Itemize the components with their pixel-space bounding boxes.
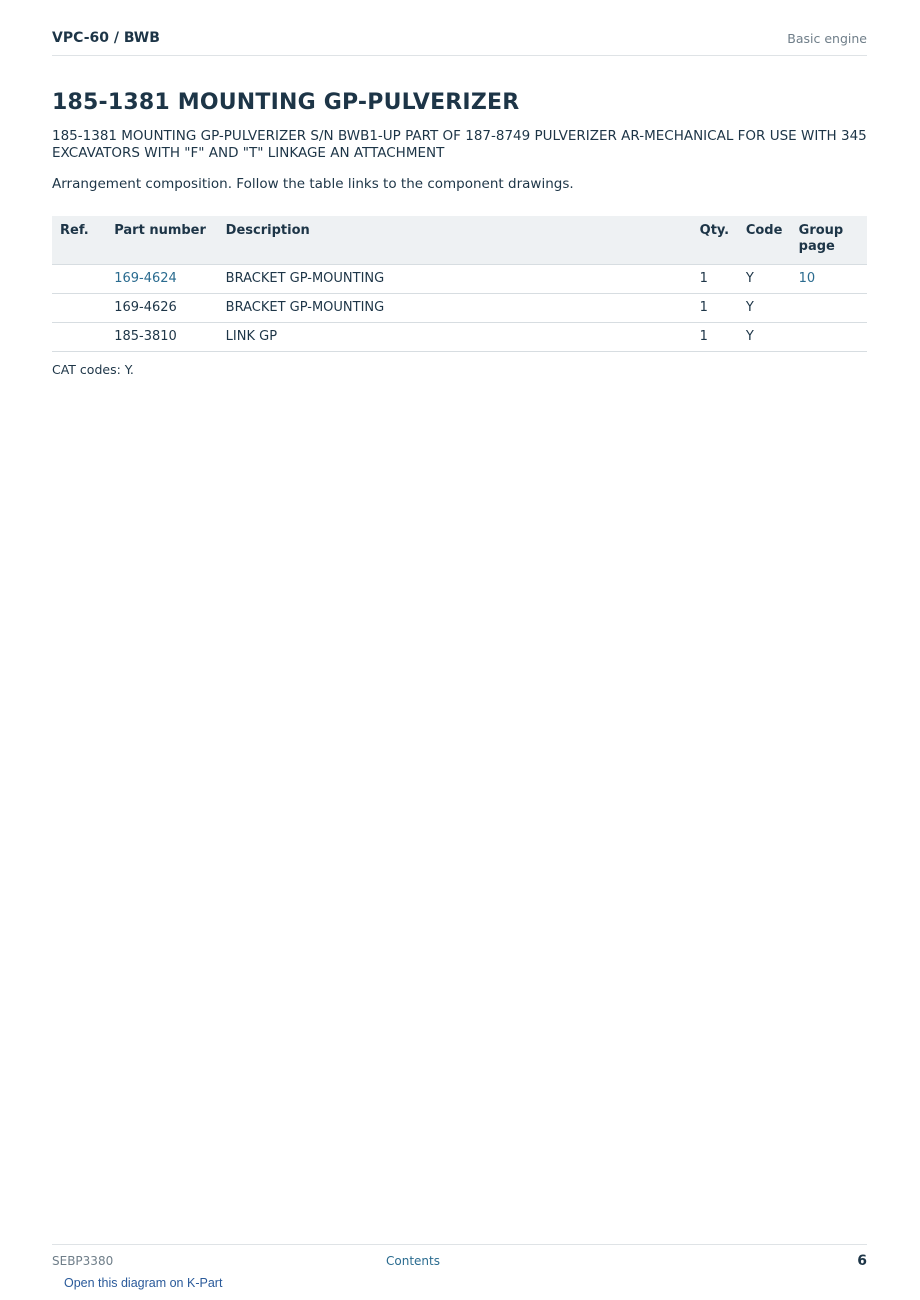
cell-qty: 1 [692, 323, 738, 352]
page-number: 6 [857, 1253, 867, 1269]
parts-table [52, 216, 867, 352]
cell-qty: 1 [692, 265, 738, 294]
kpart-link[interactable]: Open this diagram on K-Part [64, 1276, 223, 1290]
document-id: SEBP3380 [52, 1254, 114, 1268]
cell-ref [52, 323, 106, 352]
cell-code: Y [738, 323, 791, 352]
part-number-link[interactable]: 169-4624 [106, 265, 217, 294]
cell-part-number: 169-4626 [106, 294, 217, 323]
page-footer [52, 1244, 867, 1275]
cell-description: BRACKET GP-MOUNTING [218, 265, 692, 294]
header-ref: Ref. [52, 216, 106, 265]
cell-qty: 1 [692, 294, 738, 323]
cat-codes-note: CAT codes: Y. [52, 362, 134, 377]
header-group-page: Group page [791, 216, 867, 265]
cell-code: Y [738, 294, 791, 323]
header-part-number: Part number [106, 216, 217, 265]
group-page-link[interactable]: 10 [791, 265, 867, 294]
page-header [52, 28, 867, 56]
cell-ref [52, 294, 106, 323]
cell-description: LINK GP [218, 323, 692, 352]
page-title: 185-1381 MOUNTING GP-PULVERIZER [52, 90, 520, 115]
table-row [52, 294, 867, 323]
table-row [52, 323, 867, 352]
header-qty: Qty. [692, 216, 738, 265]
cell-description: BRACKET GP-MOUNTING [218, 294, 692, 323]
contents-link[interactable]: Contents [386, 1254, 440, 1268]
arrangement-description: 185-1381 MOUNTING GP-PULVERIZER S/N BWB1-UP PART OF 187-8749 PULVERIZER AR-MECHANICAL FOR USE WITH 345 EXCAVATORS WITH "F" AND "T" LINKAGE AN ATTACHMENT [52, 128, 867, 161]
cell-group-page [791, 323, 867, 352]
section-label: Basic engine [787, 31, 867, 46]
header-description: Description [218, 216, 692, 265]
cell-ref [52, 265, 106, 294]
intro-text: Arrangement composition. Follow the table links to the component drawings. [52, 176, 574, 192]
table-header-row [52, 216, 867, 265]
table-row [52, 265, 867, 294]
header-code: Code [738, 216, 791, 265]
cell-group-page [791, 294, 867, 323]
cell-part-number: 185-3810 [106, 323, 217, 352]
model-label: VPC-60 / BWB [52, 30, 160, 46]
cell-code: Y [738, 265, 791, 294]
